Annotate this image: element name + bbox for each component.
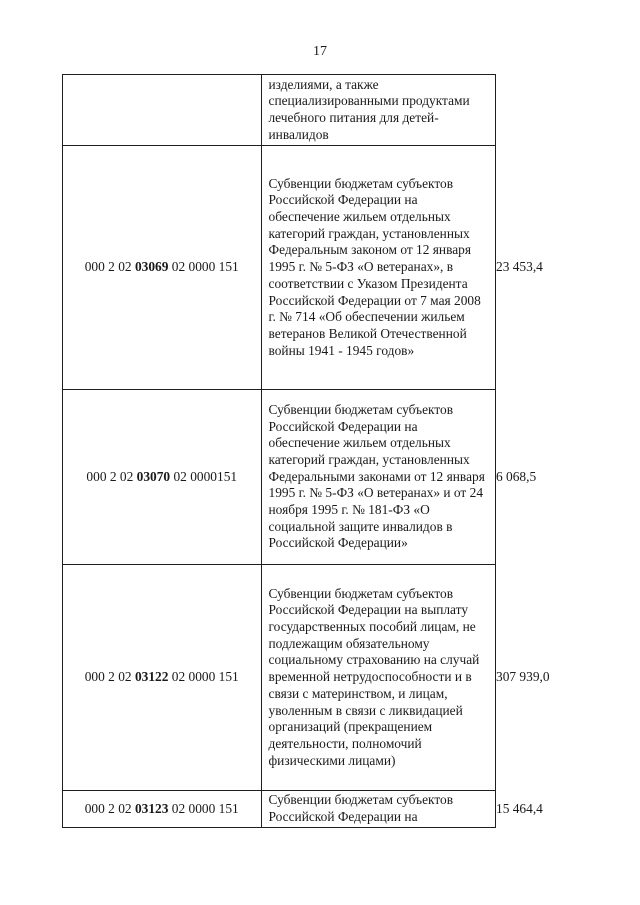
description-cell: Субвенции бюджетам субъектов Российской Федерации на xyxy=(261,791,496,828)
budget-code-cell xyxy=(63,146,262,390)
description-cell: изделиями, а также специализированными продуктами лечебного питания для детей-инвалидов xyxy=(261,75,496,146)
table-row xyxy=(63,75,496,146)
budget-table xyxy=(62,74,550,828)
code-suffix: 02 0000 151 xyxy=(168,669,239,685)
description-cell: Субвенции бюджетам субъектов Российской Федерации на выплату государственных пособий лицам, не подлежащим обязательному социальному страхованию на случай временной нетрудоспособности и в связи с материнством, и лицам, уволенным в связи с ликвидацией организаций (прекращением деятельности, полномочий физическими лицами) xyxy=(261,565,496,791)
code-prefix: 000 2 02 xyxy=(86,468,137,484)
code-bold-part: 03070 xyxy=(136,468,171,484)
budget-code-cell xyxy=(63,75,262,146)
budget-code-cell xyxy=(63,791,262,828)
budget-code-cell xyxy=(63,565,262,791)
page-number: 17 xyxy=(313,44,327,59)
table-row: 000 2 02 03070 02 0000151 Субвенции бюджетам субъектов Российской Федерации на обеспечение жильем отдельных категорий граждан, установленных Федеральными законами от 12 января 1995 г. № 5-ФЗ «О ветеранах» и от 24 ноября 1995 г. № 181-ФЗ «О социальной защите инвалидов в Российской Федерации» 6 068,5 xyxy=(63,390,496,565)
table-row: 000 2 02 03123 02 0000 151 Субвенции бюджетам субъектов Российской Федерации на 15 464,4 xyxy=(63,791,496,828)
budget-code-cell xyxy=(63,390,262,565)
code-prefix: 000 2 02 xyxy=(84,259,135,275)
code-suffix: 02 0000 151 xyxy=(168,800,239,816)
code-suffix: 02 0000151 xyxy=(170,468,238,484)
code-bold-part: 03123 xyxy=(134,800,169,816)
code-bold-part: 03122 xyxy=(134,669,169,685)
description-cell: Субвенции бюджетам субъектов Российской Федерации на обеспечение жильем отдельных категорий граждан, установленных Федеральным законом от 12 января 1995 г. № 5-ФЗ «О ветеранах», в соответствии с Указом Президента Российской Федерации от 7 мая 2008 г. № 714 «Об обеспечении жильем ветеранов Великой Отечественной войны 1941 - 1945 годов» xyxy=(261,146,496,390)
code-prefix: 000 2 02 xyxy=(84,800,135,816)
code-suffix: 02 0000 151 xyxy=(168,259,239,275)
code-prefix: 000 2 02 xyxy=(84,669,135,685)
description-cell: Субвенции бюджетам субъектов Российской Федерации на обеспечение жильем отдельных категорий граждан, установленных Федеральными законами от 12 января 1995 г. № 5-ФЗ «О ветеранах» и от 24 ноября 1995 г. № 181-ФЗ «О социальной защите инвалидов в Российской Федерации» xyxy=(261,390,496,565)
code-bold-part: 03069 xyxy=(134,259,169,275)
table-row: 000 2 02 03122 02 0000 151 Субвенции бюджетам субъектов Российской Федерации на выплату государственных пособий лицам, не подлежащим обязательному социальному страхованию на случай временной нетрудоспособности и в связи с материнством, и лицам, уволенным в связи с ликвидацией организаций (прекращением деятельности, полномочий физическими лицами) 307 939,0 xyxy=(63,565,496,791)
table-row: 000 2 02 03069 02 0000 151 Субвенции бюджетам субъектов Российской Федерации на обеспечение жильем отдельных категорий граждан, установленных Федеральным законом от 12 января 1995 г. № 5-ФЗ «О ветеранах», в соответствии с Указом Президента Российской Федерации от 7 мая 2008 г. № 714 «Об обеспечении жильем ветеранов Великой Отечественной войны 1941 - 1945 годов» 23 453,4 xyxy=(63,146,496,390)
